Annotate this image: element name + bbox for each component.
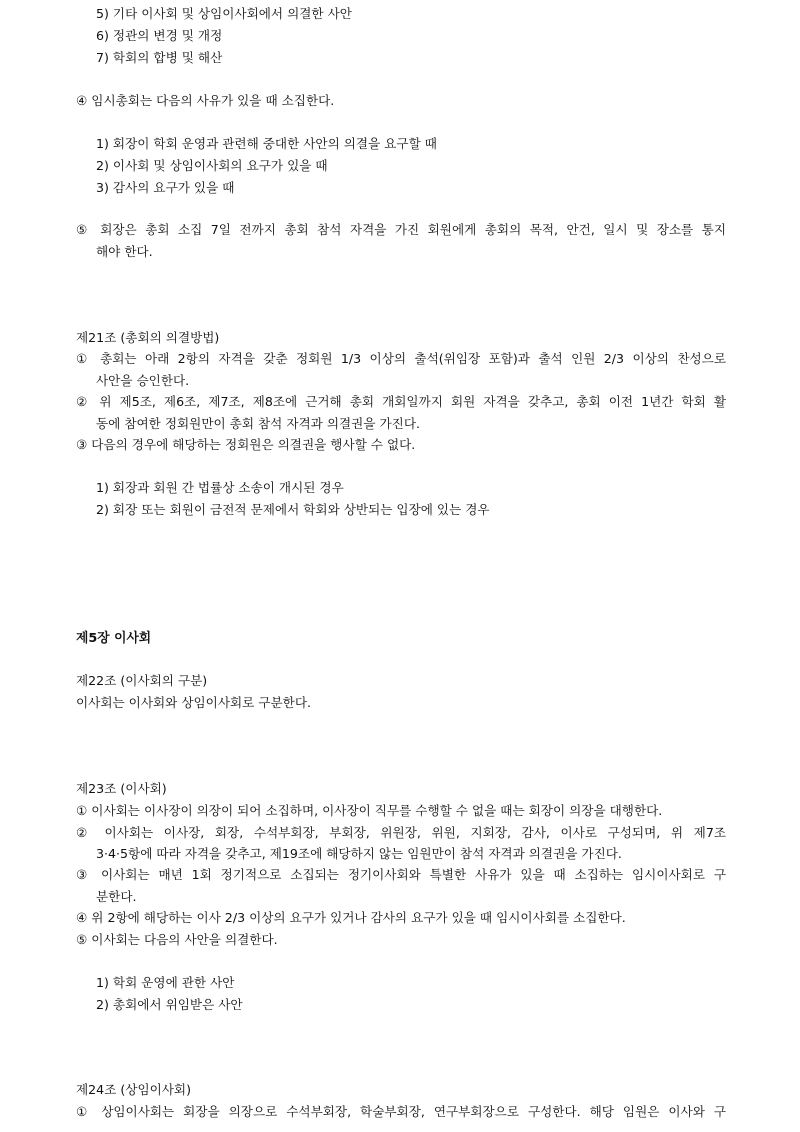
paragraph: ③ 다음의 경우에 해당하는 정회원은 의결권을 행사할 수 없다. (76, 437, 416, 452)
article-title: 제22조 (이사회의 구분) (76, 673, 208, 688)
list-item: 6) 정관의 변경 및 개정 (96, 28, 223, 43)
paragraph: ⑤ 회장은 총회 소집 7일 전까지 총회 참석 자격을 가진 회원에게 총회의 목적, 안건, 일시 및 장소를 통지 (76, 222, 726, 237)
article-title: 제24조 (상임이사회) (76, 1082, 192, 1097)
paragraph: ① 총회는 아래 2항의 자격을 갖춘 정회원 1/3 이상의 출석(위임장 포함)과 출석 인원 2/3 이상의 찬성으로 (76, 351, 726, 366)
list-item: 2) 회장 또는 회원이 금전적 문제에서 학회와 상반되는 입장에 있는 경우 (96, 502, 490, 517)
paragraph: ① 상임이사회는 회장을 의장으로 수석부회장, 학술부회장, 연구부회장으로 구성한다. 해당 임원은 이사와 구 (76, 1104, 726, 1119)
article-title: 제21조 (총회의 의결방법) (76, 330, 220, 345)
list-item: 1) 회장과 회원 간 법률상 소송이 개시된 경우 (96, 480, 344, 495)
paragraph: ④ 임시총회는 다음의 사유가 있을 때 소집한다. (76, 93, 335, 108)
paragraph: ④ 위 2항에 해당하는 이사 2/3 이상의 요구가 있거나 감사의 요구가 있을 때 임시이사회를 소집한다. (76, 910, 626, 925)
paragraph: ② 위 제5조, 제6조, 제7조, 제8조에 근거해 총회 개회일까지 회원 자격을 갖추고, 총회 이전 1년간 학회 활 (76, 394, 726, 409)
paragraph: 이사회는 이사회와 상임이사회로 구분한다. (76, 695, 311, 710)
list-item: 1) 회장이 학회 운영과 관련해 중대한 사안의 의결을 요구할 때 (96, 136, 437, 151)
list-item: 2) 총회에서 위임받은 사안 (96, 997, 243, 1012)
list-item: 7) 학회의 합병 및 해산 (96, 50, 223, 65)
article-title: 제23조 (이사회) (76, 781, 167, 796)
list-item: 2) 이사회 및 상임이사회의 요구가 있을 때 (96, 158, 328, 173)
paragraph-continuation: 3·4·5항에 따라 자격을 갖추고, 제19조에 해당하지 않는 임원만이 참석 자격과 의결권을 가진다. (96, 846, 622, 861)
list-item: 5) 기타 이사회 및 상임이사회에서 의결한 사안 (96, 6, 352, 21)
paragraph: ② 이사회는 이사장, 회장, 수석부회장, 부회장, 위원장, 위원, 지회장, 감사, 이사로 구성되며, 위 제7조 (76, 825, 726, 840)
list-item: 1) 학회 운영에 관한 사안 (96, 975, 235, 990)
paragraph: ① 이사회는 이사장이 의장이 되어 소집하며, 이사장이 직무를 수행할 수 없을 때는 회장이 의장을 대행한다. (76, 803, 663, 818)
paragraph-continuation: 분한다. (96, 889, 137, 904)
paragraph-continuation: 동에 참여한 정회원만이 총회 참석 자격과 의결권을 가진다. (96, 416, 420, 431)
list-item: 3) 감사의 요구가 있을 때 (96, 180, 235, 195)
chapter-heading: 제5장 이사회 (76, 631, 152, 646)
paragraph-continuation: 해야 한다. (96, 244, 153, 259)
paragraph: ⑤ 이사회는 다음의 사안을 의결한다. (76, 932, 278, 947)
paragraph-continuation: 사안을 승인한다. (96, 373, 190, 388)
paragraph: ③ 이사회는 매년 1회 정기적으로 소집되는 정기이사회와 특별한 사유가 있을 때 소집하는 임시이사회로 구 (76, 867, 726, 882)
